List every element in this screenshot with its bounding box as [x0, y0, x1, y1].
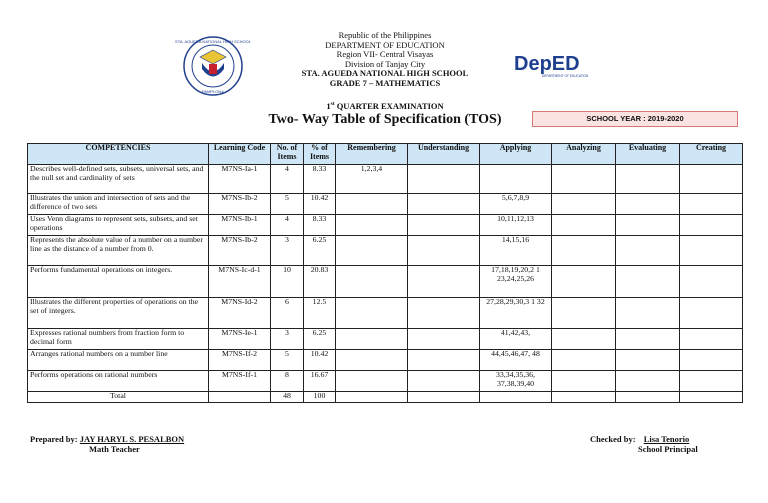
remembering-cell: 1,2,3,4 [336, 165, 408, 194]
competency-cell: Arranges rational numbers on a number line [28, 350, 209, 371]
competency-cell: Illustrates the union and intersection of sets and the difference of two sets [28, 194, 209, 215]
items-cell: 8 [271, 371, 304, 392]
remembering-cell [336, 266, 408, 298]
understanding-cell [408, 215, 480, 236]
code-cell: M7NS-Ic-d-1 [209, 266, 271, 298]
checked-by-label: Checked by: [590, 434, 636, 444]
competency-cell: Performs fundamental operations on integers. [28, 266, 209, 298]
understanding-cell [408, 371, 480, 392]
table-row [28, 165, 743, 194]
understanding-cell [408, 194, 480, 215]
creating-cell [680, 215, 743, 236]
creating-cell [680, 298, 743, 329]
prepared-by-label: Prepared by: [30, 434, 78, 444]
document-title: Two- Way Table of Specification (TOS) [268, 112, 502, 127]
school-seal-logo [175, 36, 251, 96]
code-cell [209, 392, 271, 403]
header-creating: Creating [680, 144, 743, 165]
division-line: Division of Tanjay City [344, 58, 426, 69]
remembering-cell [336, 350, 408, 371]
code-cell: M7NS-If-2 [209, 350, 271, 371]
understanding-cell [408, 392, 480, 403]
remembering-cell [336, 392, 408, 403]
exam-title: 1st QUARTER EXAMINATION [326, 101, 444, 111]
header-percent-items: % of Items [304, 144, 336, 165]
applying-cell [480, 165, 552, 194]
document-header [250, 31, 520, 89]
items-cell: 5 [271, 194, 304, 215]
remembering-cell [336, 298, 408, 329]
table-row [28, 236, 743, 266]
header-competencies: COMPETENCIES [28, 144, 209, 165]
table-row [28, 215, 743, 236]
analyzing-cell [552, 165, 616, 194]
items-cell: 3 [271, 329, 304, 350]
applying-cell: 5,6,7,8,9 [480, 194, 552, 215]
remembering-cell [336, 371, 408, 392]
analyzing-cell [552, 392, 616, 403]
evaluating-cell [616, 194, 680, 215]
competency-cell: Uses Venn diagrams to represent sets, subsets, and set operations [28, 215, 209, 236]
items-cell: 4 [271, 215, 304, 236]
creating-cell [680, 371, 743, 392]
department-line: DEPARTMENT OF EDUCATION [325, 39, 445, 50]
school-name: STA. AGUEDA NATIONAL HIGH SCHOOL [301, 68, 469, 79]
items-cell: 10 [271, 266, 304, 298]
analyzing-cell [552, 194, 616, 215]
percent-cell: 10.42 [304, 194, 336, 215]
percent-cell: 20.83 [304, 266, 336, 298]
creating-cell [680, 194, 743, 215]
analyzing-cell [552, 350, 616, 371]
region-line: Region VII- Central Visayas [336, 49, 434, 60]
table-row [28, 329, 743, 350]
analyzing-cell [552, 329, 616, 350]
table-row [28, 298, 743, 329]
deped-logo-text: DepED [514, 53, 580, 75]
code-cell: M7NS-Ib-2 [209, 194, 271, 215]
total-row [28, 392, 743, 403]
table-header-row [28, 144, 743, 165]
code-cell: M7NS-Ia-1 [209, 165, 271, 194]
understanding-cell [408, 329, 480, 350]
code-cell: M7NS-If-1 [209, 371, 271, 392]
remembering-cell [336, 329, 408, 350]
analyzing-cell [552, 236, 616, 266]
competency-cell: Illustrates the different properties of operations on the set of integers. [28, 298, 209, 329]
understanding-cell [408, 266, 480, 298]
evaluating-cell [616, 215, 680, 236]
evaluating-cell [616, 266, 680, 298]
understanding-cell [408, 298, 480, 329]
percent-cell: 10.42 [304, 350, 336, 371]
applying-cell: 27,28,29,30,3 1 32 [480, 298, 552, 329]
table-row [28, 371, 743, 392]
evaluating-cell [616, 165, 680, 194]
creating-cell [680, 266, 743, 298]
evaluating-cell [616, 350, 680, 371]
evaluating-cell [616, 392, 680, 403]
analyzing-cell [552, 371, 616, 392]
percent-cell: 8.33 [304, 215, 336, 236]
code-cell: M7NS-Ib-1 [209, 215, 271, 236]
seal-top-text: STA. AGUEDA NATIONAL HIGH SCHOOL [175, 39, 251, 44]
understanding-cell [408, 165, 480, 194]
header-remembering: Remembering [336, 144, 408, 165]
applying-cell: 44,45,46,47, 48 [480, 350, 552, 371]
header-analyzing: Analyzing [552, 144, 616, 165]
remembering-cell [336, 215, 408, 236]
creating-cell [680, 236, 743, 266]
republic-line: Republic of the Philippines [338, 30, 432, 40]
creating-cell [680, 329, 743, 350]
percent-cell: 6.25 [304, 329, 336, 350]
applying-cell: 41,42,43, [480, 329, 552, 350]
header-learning-code: Learning Code [209, 144, 271, 165]
analyzing-cell [552, 215, 616, 236]
applying-cell: 10,11,12,13 [480, 215, 552, 236]
items-cell: 3 [271, 236, 304, 266]
remembering-cell [336, 236, 408, 266]
applying-cell: 33,34,35,36, 37,38,39,40 [480, 371, 552, 392]
school-year-badge: SCHOOL YEAR : 2019-2020 [532, 111, 738, 127]
header-understanding: Understanding [408, 144, 480, 165]
competency-cell: Describes well-defined sets, subsets, universal sets, and the null set and cardinality of sets [28, 165, 209, 194]
code-cell: M7NS-Ib-2 [209, 236, 271, 266]
code-cell: M7NS-Ie-1 [209, 329, 271, 350]
evaluating-cell [616, 298, 680, 329]
checked-by-name: Lisa Tenorio [643, 434, 690, 444]
seal-bottom-text: PAMPLONA [202, 89, 224, 94]
code-cell: M7NS-Id-2 [209, 298, 271, 329]
percent-cell: 6.25 [304, 236, 336, 266]
deped-logo [512, 50, 612, 80]
grade-subject: GRADE 7 – MATHEMATICS [329, 77, 441, 88]
header-evaluating: Evaluating [616, 144, 680, 165]
deped-logo-subtext: DEPARTMENT OF EDUCATION [542, 74, 589, 78]
analyzing-cell [552, 298, 616, 329]
items-cell: 6 [271, 298, 304, 329]
creating-cell [680, 350, 743, 371]
checked-by-block [590, 434, 689, 444]
evaluating-cell [616, 329, 680, 350]
understanding-cell [408, 350, 480, 371]
prepared-by-name: JAY HARYL S. PESALBON [79, 434, 185, 444]
tos-table [27, 143, 743, 403]
remembering-cell [336, 194, 408, 215]
checked-by-role: School Principal [638, 444, 698, 454]
competency-cell: Performs operations on rational numbers [28, 371, 209, 392]
analyzing-cell [552, 266, 616, 298]
prepared-by-role: Math Teacher [89, 444, 140, 454]
applying-cell [480, 392, 552, 403]
table-row [28, 350, 743, 371]
items-cell: 4 [271, 165, 304, 194]
understanding-cell [408, 236, 480, 266]
total-items-cell: 48 [271, 392, 304, 403]
header-applying: Applying [480, 144, 552, 165]
competency-cell: Expresses rational numbers from fraction form to decimal form [28, 329, 209, 350]
creating-cell [680, 392, 743, 403]
percent-cell: 8.33 [304, 165, 336, 194]
applying-cell: 17,18,19,20,2 1 23,24,25,26 [480, 266, 552, 298]
table-row [28, 266, 743, 298]
items-cell: 5 [271, 350, 304, 371]
table-row [28, 194, 743, 215]
competency-cell: Represents the absolute value of a number on a number line as the distance of a number from 0. [28, 236, 209, 266]
evaluating-cell [616, 236, 680, 266]
evaluating-cell [616, 371, 680, 392]
prepared-by-block [30, 434, 184, 444]
total-percent-cell: 100 [304, 392, 336, 403]
percent-cell: 12.5 [304, 298, 336, 329]
header-no-of-items: No. of Items [271, 144, 304, 165]
applying-cell: 14,15,16 [480, 236, 552, 266]
percent-cell: 16.67 [304, 371, 336, 392]
total-label-cell: Total [28, 392, 209, 403]
creating-cell [680, 165, 743, 194]
